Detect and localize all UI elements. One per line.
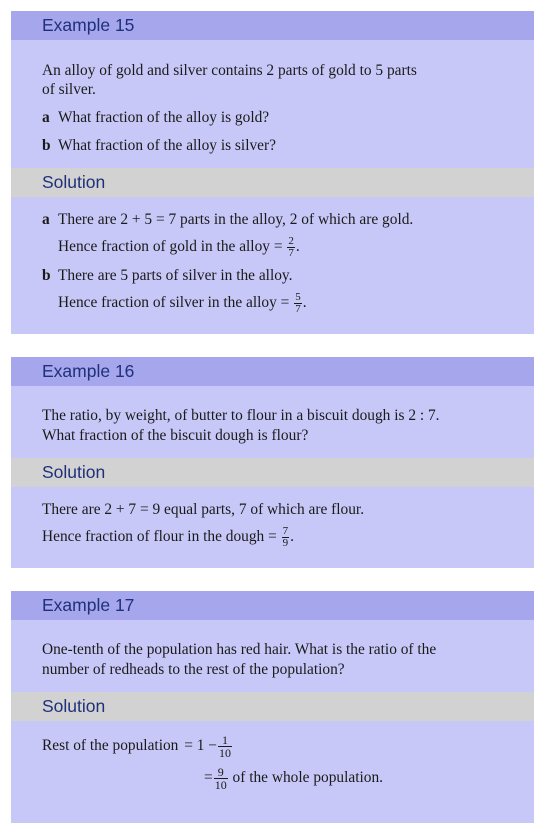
ex15-sb2-denominator: 7 [295, 303, 301, 315]
example-15-title: Example 15 [11, 11, 534, 40]
ex15-sa2-numerator: 2 [288, 235, 294, 247]
ex16-s2-denominator: 9 [282, 537, 289, 549]
ex16-question-line-1: The ratio, by weight, of butter to flour in a biscuit dough is 2 : 7. [42, 407, 440, 424]
ex17-s1-text: Rest of the population [42, 737, 179, 755]
ex15-solution-b-line-1 [42, 266, 292, 286]
ex15-qb-text: What fraction of the alloy is silver? [58, 137, 276, 154]
example-17-box [11, 591, 534, 823]
ex15-sa-text: There are 2 + 5 = 7 parts in the alloy, 2 of which are gold. [58, 211, 414, 228]
ex17-s2-numerator: 9 [214, 766, 228, 779]
ex15-sb2-fraction [294, 292, 302, 315]
ex15-question-a [42, 108, 269, 128]
example-16-box [11, 357, 534, 568]
example-17-title: Example 17 [11, 591, 534, 620]
ex17-question-line-2: number of redheads to the rest of the population? [42, 661, 345, 678]
ex15-qa-label: a [42, 109, 50, 126]
example-16-title: Example 16 [11, 357, 534, 386]
ex17-s1-equals: = 1 − [184, 737, 217, 755]
ex17-s1-denominator: 10 [218, 746, 231, 760]
ex15-qb-label: b [42, 137, 51, 154]
ex15-solution-a-line-2: Hence fraction of gold in the alloy = $\frac{2}{7}$ . [58, 235, 300, 259]
ex17-solution-line-2 [204, 766, 383, 791]
example-15-box [11, 11, 534, 334]
ex15-sa-label: a [42, 211, 50, 228]
ex15-question-line-1: An alloy of gold and silver contains 2 parts of gold to 5 parts [42, 62, 417, 79]
ex15-sb-label: b [42, 267, 51, 284]
ex16-question-line-2: What fraction of the biscuit dough is flour? [42, 427, 309, 444]
ex17-s1-fraction [218, 734, 232, 759]
ex15-solution-a-line-1 [42, 210, 413, 230]
ex17-question-line-1: One-tenth of the population has red hair. What is the ratio of the [42, 641, 437, 658]
ex15-question-line-2: of silver. [42, 81, 96, 98]
ex16-solution-line-1: There are 2 + 7 = 9 equal parts, 7 of which are flour. [42, 501, 365, 518]
ex17-solution-heading: Solution [11, 692, 534, 721]
ex17-s2-rest: of the whole population. [232, 769, 384, 787]
ex15-solution-heading: Solution [11, 168, 534, 197]
ex15-solution-b-line-2: Hence fraction of silver in the alloy = $\frac{5}{7}$ . [58, 291, 307, 315]
ex15-sa2-fraction [287, 236, 295, 259]
ex17-s1-numerator: 1 [218, 734, 232, 747]
ex16-s2-fraction [282, 526, 290, 549]
ex15-sa2-denominator: 7 [288, 247, 294, 259]
ex17-s2-equals: = [204, 769, 213, 787]
ex16-s2-text: Hence fraction of flour in the dough = [42, 528, 281, 546]
ex17-solution-line-1 [42, 734, 233, 759]
ex16-solution-heading: Solution [11, 458, 534, 487]
ex17-s2-fraction [214, 766, 228, 791]
ex15-sb-text: There are 5 parts of silver in the alloy. [58, 267, 293, 284]
ex15-qa-text: What fraction of the alloy is gold? [58, 109, 270, 126]
ex17-s2-denominator: 10 [214, 778, 227, 792]
ex15-sb2-numerator: 5 [295, 291, 301, 303]
ex15-question-b [42, 136, 276, 156]
ex15-sb2-text: Hence fraction of silver in the alloy = [58, 294, 294, 312]
ex16-solution-line-2: Hence fraction of flour in the dough = $\frac{7}{9}$ . [42, 525, 294, 549]
ex16-s2-numerator: 7 [282, 525, 289, 537]
ex15-sa2-text: Hence fraction of gold in the alloy = [58, 238, 287, 256]
